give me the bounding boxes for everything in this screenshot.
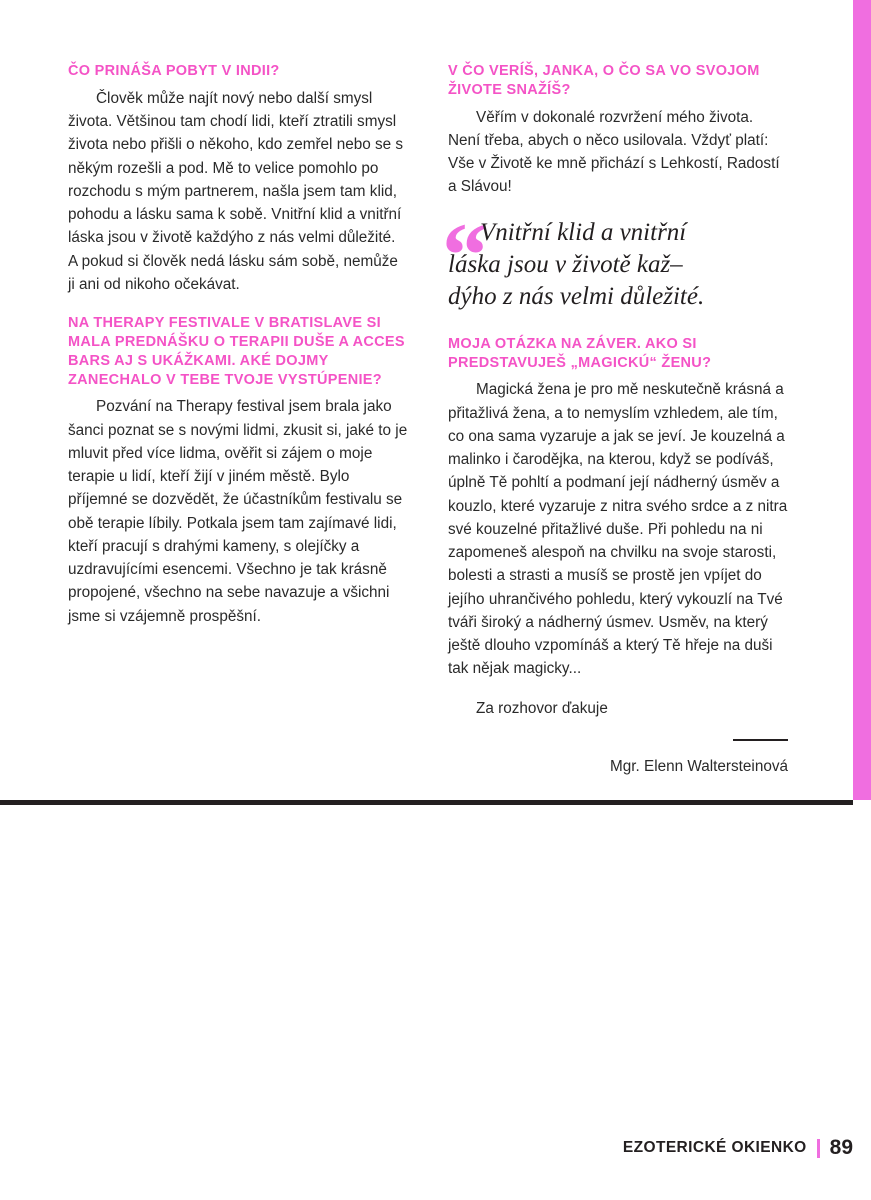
left-block-1 — [68, 62, 408, 296]
pull-quote-line-1: Vnitřní klid a vnitřní — [480, 218, 687, 246]
question-heading-magical-woman: MOJA OTÁZKA NA ZÁVER. AKO SI PREDSTAVUJEŠ „MAGICKÚ“ ŽENU? — [448, 335, 712, 371]
left-column — [68, 62, 408, 646]
question-heading-therapy-festival: NA THERAPY FESTIVALE V BRATISLAVE SI MALA PREDNÁŠKU O TERAPII DUŠE A ACCES BARS AJ S UKÁŽKAMI. AKÉ DOJMY ZANECHALO V TEBE TVOJE VYSTÚPENIE? — [68, 315, 405, 388]
signature-rule — [733, 739, 788, 741]
right-column — [442, 62, 788, 779]
right-block-1 — [448, 62, 788, 199]
pull-quote-text — [448, 217, 788, 313]
question-heading-belief: V ČO VERÍŠ, JANKA, O ČO SA VO SVOJOM ŽIVOTE SNAŽÍŠ? — [448, 63, 760, 98]
footer-separator — [817, 1139, 820, 1158]
pull-quote — [442, 203, 788, 313]
answer-paragraph-magical-woman: Magická žena je pro mě neskutečně krásná a přitažlivá žena, a to nemyslím vzhledem, ale tím, co ona sama vyzaruje a jak se jeví. Je kouzelná a malinko i čarodějka, na kterou, když se podíváš, úplně Tě pohltí a podmaní její nádherný úsměv a kouzlo, které vyzaruje z nitra svého srdce a z nitra své kouzelné přitažlivé duše. Při pohledu na ni zapomeneš alespoň na chvilku na svoje starosti, bolesti a strasti a musíš se prostě jen vpíjet do jejího uhrančivého pohledu, který vykouzlí na Tvé tváři široký a nádherný úsmev. Usměv, na který ještě dlouho vzpomínáš a který Tě hřeje na duši tak nějak magicky... — [448, 381, 788, 678]
accent-edge-bar — [853, 0, 871, 800]
pull-quote-line-3: dýho z nás velmi důležité. — [448, 282, 705, 310]
answer-paragraph-belief: Věřím v dokonalé rozvržení mého života. Není třeba, abych o něco usilovala. Vždyť platí: Vše v Životě ke mně přichází s Lehkostí, Radostí a Slávou! — [448, 108, 780, 196]
answer-paragraph-india: Člověk může najít nový nebo další smysl života. Většinou tam chodí lidi, kteří ztratili smysl života nebo přišli o někoho, kdo zemřel nebo se s někým rozešli a pod. Mě to velice pomohlo po rozchodu s mým partnerem, našla jsem tam klid, pohodu a lásku sama k sobě. Vnitřní klid a vnitřní láska jsou v životě každýho z nás velmi důležité. A pokud si člověk nedá lásku sám sobě, nemůže ji ani od nikoho očekávat. — [68, 89, 404, 293]
author-signature: Mgr. Elenn Waltersteinová — [610, 757, 788, 775]
page-number: 89 — [829, 1136, 853, 1159]
left-block-2 — [68, 314, 408, 628]
pull-quote-line-2: láska jsou v životě kaž– — [448, 250, 683, 278]
quote-mark-icon: “ — [442, 203, 488, 306]
answer-paragraph-therapy-festival: Pozvání na Therapy festival jsem brala jako šanci poznat se s novými lidmi, zkusit si, jaké to je mluvit před více lidma, ověřit si zájem o moje terapie u lidí, kteří žijí v jiném městě. Bylo příjemné se dozvědět, že účastníkům festivalu se obě terapie líbily. Potkala jsem tam zajímavé lidi, kteří pracují s drahými kameny, s olejíčky a uzdravujícími esencemi. Všechno je tak krásně propojené, všechno na sebe navazuje a všichni jsme si vzájemně prospěšní. — [68, 398, 408, 625]
section-divider — [0, 800, 853, 805]
closing-thanks-paragraph: Za rozhovor ďakuje — [476, 699, 608, 717]
footer-section-title: EZOTERICKÉ OKIENKO — [622, 1139, 807, 1156]
question-heading-india: ČO PRINÁŠA POBYT V INDII? — [68, 63, 280, 79]
right-block-2 — [448, 335, 788, 720]
page-footer — [623, 1136, 853, 1160]
signature-block — [448, 738, 788, 779]
